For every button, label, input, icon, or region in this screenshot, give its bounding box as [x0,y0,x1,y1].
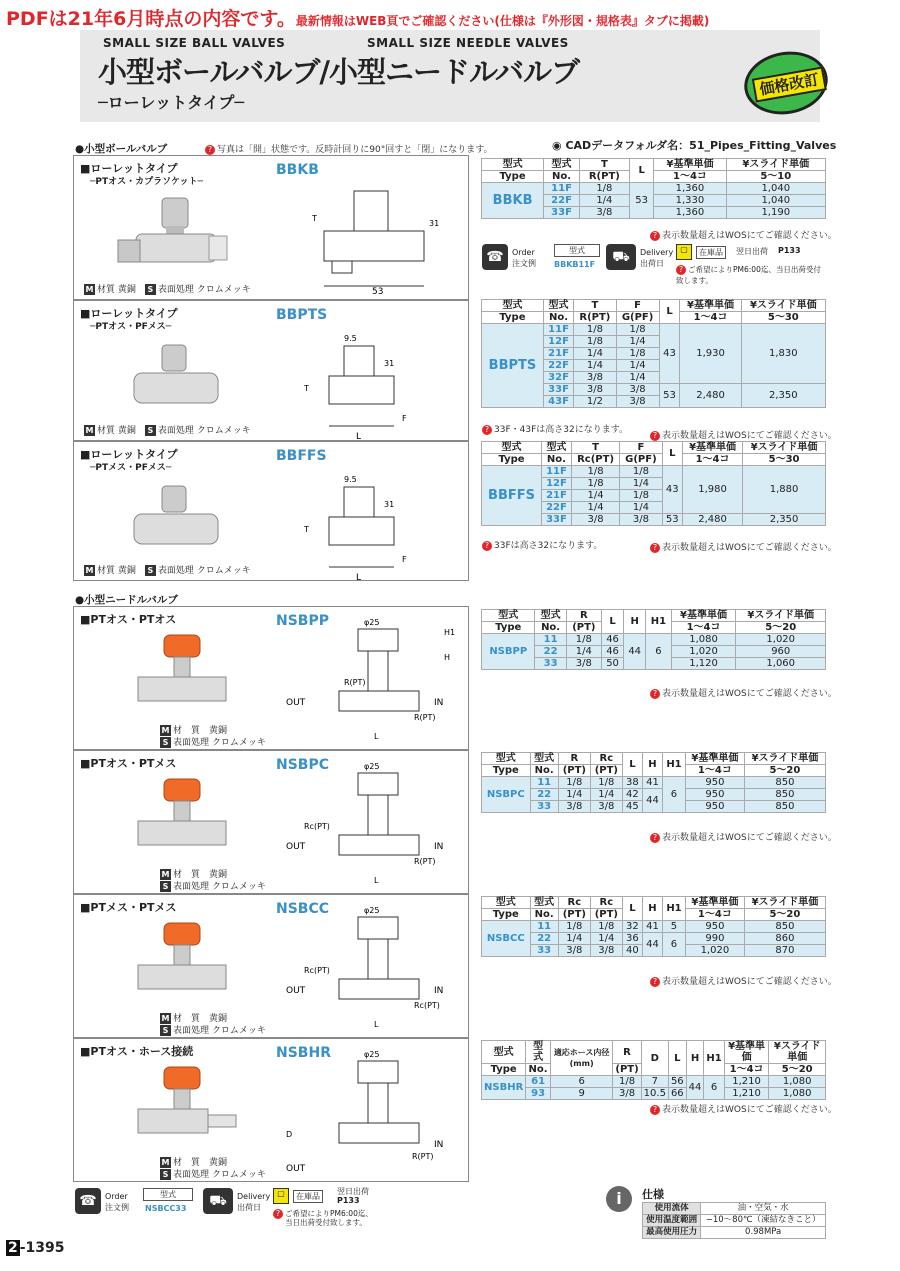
svg-text:OUT: OUT [286,1164,306,1174]
bbffs-drawing [284,472,464,582]
nsbpp-drawing [284,615,464,745]
material-block: M 材 質 黄銅 S 表面処理 クロムメッキ [161,1014,266,1036]
wos-note: ? 表示数量超えはWOSにてご確認ください。 [650,428,837,441]
material-line: M 材質 黄銅 S 表面処理 クロムメッキ [85,566,251,576]
table-nsbhr: 型式 型式 適応ホース内径(mm) R D L H H1 ¥基準単価 ¥スライド単価 Type No. (PT) 1～4コ 5～20 NSBHR 61 6 1/8 7 56 44 6 1,210 1,080 93 9 3/8 10.5 66 1,210 1,080 [481,1040,826,1100]
svg-text:Rc(PT): Rc(PT) [414,1001,440,1010]
top-banner [6,4,896,30]
product-name: ■PTメス・PTメス [80,901,177,914]
bbpts-drawing [284,331,464,441]
bbffs-note: ? 33Fは高さ32になります。 [482,538,602,551]
svg-text:IN: IN [434,698,444,708]
svg-text:31: 31 [384,359,395,368]
svg-text:φ25: φ25 [364,1050,380,1059]
product-name: ■PTオス・PTメス [80,757,177,770]
product-code: BBKB [276,162,319,178]
product-code: NSBPP [276,613,329,629]
svg-text:Rc(PT): Rc(PT) [304,822,330,831]
svg-text:F: F [402,414,407,423]
needle-section-title: ●小型ニードルバルブ [75,594,178,606]
product-code: BBPTS [276,307,328,323]
svg-text:T: T [304,384,309,393]
table-nsbpc: 型式 型式 R Rc L H H1 ¥基準単価 ¥スライド単価 Type No. (PT) (PT) 1～4コ 5～20 NSBPC 11 1/8 1/8 38 41 6 950 850 22 1/4 1/4 42 44 950 850 33 3/8 3/8 45 950 850 [481,752,826,813]
product-code: NSBCC [276,901,330,917]
order-example-2: ☎ Order 注文例 型式 NSBCC33 ⛟ Delivery 出荷日 ▢ 在庫品 翌日出荷 P133 ? ご希望によりPM6:00迄、 当日出荷受付致します。 [75,1186,395,1226]
svg-text:OUT: OUT [286,986,306,996]
svg-text:R(PT): R(PT) [344,678,366,687]
wos-note: ? 表示数量超えはWOSにてご確認ください。 [650,228,837,241]
svg-text:L: L [374,732,379,741]
badge-text: 価格改訂 [752,66,827,102]
nsbpc-drawing [284,759,464,889]
svg-text:31: 31 [429,219,440,228]
svg-text:53: 53 [372,287,384,296]
svg-text:OUT: OUT [286,842,306,852]
svg-text:9.5: 9.5 [344,475,357,484]
product-sub: ─PTオス・カプラソケット─ [90,177,203,187]
svg-text:T: T [304,525,309,534]
svg-text:φ25: φ25 [364,906,380,915]
svg-text:L: L [374,1020,379,1029]
svg-text:L: L [356,573,362,582]
wos-note: ? 表示数量超えはWOSにてご確認ください。 [650,686,837,699]
nsbcc-photo [124,919,239,1004]
ball-section-title: ●小型ボールバルブ [75,143,168,155]
phone-icon: ☎ [482,244,508,270]
material-block: M 材 質 黄銅 S 表面処理 クロムメッキ [161,1158,266,1180]
svg-text:IN: IN [434,842,444,852]
product-sub: ─PTメス・PFメス─ [90,463,172,473]
truck-icon: ⛟ [606,244,636,270]
bbpts-photo [114,341,229,426]
order-example-1: ☎ Order 注文例 型式 BBKB11F ⛟ Delivery 出荷日 ▢ 在庫品 翌日出荷 P133 ? ご希望によりPM6:00迄、当日出荷受付致します。 [482,242,827,276]
title-en-needle: SMALL SIZE NEEDLE VALVES [367,36,569,50]
product-name: ■PTオス・ホース接続 [80,1045,194,1058]
ball-open-note: ? 写真は「開」状態です。反時計回りに90°回すと「閉」になります。 [205,142,493,155]
svg-text:R(PT): R(PT) [412,1152,434,1161]
wos-note: ? 表示数量超えはWOSにてご確認ください。 [650,830,837,843]
table-bbkb: 型式 型式 T L ¥基準単価 ¥スライド単価 Type No. R(PT) 1～4コ 5～10 BBKB 11F 1/8 53 1,360 1,040 22F 1/4 1,330 1,040 33F 3/8 1,360 1,190 [481,158,826,219]
page-title: 小型ボールバルブ/小型ニードルバルブ [98,55,579,89]
svg-text:T: T [312,214,317,223]
product-name: ■ローレットタイプ [80,307,178,320]
product-code: BBFFS [276,448,327,464]
material-block: M 材 質 黄銅 S 表面処理 クロムメッキ [161,726,266,748]
phone-icon: ☎ [75,1188,101,1214]
box-icon: ▢ [273,1188,289,1204]
table-bbpts: 型式 型式 T F L ¥基準単価 ¥スライド単価 Type No. R(PT) G(PF) 1～4コ 5～30 BBPTS 11F 1/8 1/8 43 1,930 1,830 12F 1/8 1/4 21F 1/4 1/8 22F 1/4 1/4 32F 3/8 1/4 33F 3/8 3/8 53 2,480 2,350 43F 1/2 3/8 [481,299,826,408]
wos-note: ? 表示数量超えはWOSにてご確認ください。 [650,540,837,553]
wos-note: ? 表示数量超えはWOSにてご確認ください。 [650,974,837,987]
cad-icon: ◉ [552,139,566,152]
svg-text:L: L [356,432,362,441]
box-icon: ▢ [676,244,692,260]
bbpts-note: ? 33F・43Fは高さ32になります。 [482,422,628,435]
nsbcc-drawing [284,903,464,1033]
title-en-ball: SMALL SIZE BALL VALVES [103,36,286,50]
svg-text:F: F [402,555,407,564]
product-code: NSBPC [276,757,330,773]
info-icon: i [606,1186,632,1212]
product-name: ■PTオス・PTオス [80,613,177,626]
panel-bbffs [73,441,469,581]
note-icon: ? [205,145,215,155]
panel-nsbhr [73,1038,469,1182]
truck-icon: ⛟ [203,1188,233,1214]
material-line: M 材質 黄銅 S 表面処理 クロムメッキ [85,426,251,436]
svg-text:Rc(PT): Rc(PT) [304,966,330,975]
material-line: M 材質 黄銅 S 表面処理 クロムメッキ [85,285,251,295]
svg-text:R(PT): R(PT) [414,713,436,722]
product-sub: ─PTオス・PFメス─ [90,322,172,332]
page-number: 2 -1395 [8,1240,65,1256]
svg-text:OUT: OUT [286,698,306,708]
svg-text:φ25: φ25 [364,762,380,771]
spec-table: 使用流体 油・空気・水 使用温度範囲 −10〜80℃（凍結なきこと） 最高使用圧力 0.98MPa [642,1202,826,1239]
nsbpc-photo [124,775,239,860]
svg-text:L: L [374,876,379,885]
bbffs-photo [114,482,229,567]
wos-note: ? 表示数量超えはWOSにてご確認ください。 [650,1102,837,1115]
svg-text:H: H [444,653,451,662]
svg-text:IN: IN [434,986,444,996]
panel-bbkb [73,155,469,300]
page-subtitle: ─ローレットタイプ─ [98,93,244,112]
product-name: ■ローレットタイプ [80,162,178,175]
product-code: NSBHR [276,1045,331,1061]
panel-nsbcc [73,894,469,1038]
banner-main: PDFは21年6月時点の内容です。 [6,8,296,30]
material-block: M 材 質 黄銅 S 表面処理 クロムメッキ [161,870,266,892]
svg-text:31: 31 [384,500,395,509]
banner-note: 最新情報はWEB頁でご確認ください(仕様は『外形図・規格表』タブに掲載) [295,14,710,28]
nsbhr-photo [124,1063,239,1148]
svg-text:D: D [286,1130,293,1139]
svg-text:φ25: φ25 [364,618,380,627]
nsbpp-photo [124,631,239,716]
panel-nsbpp [73,606,469,750]
product-name: ■ローレットタイプ [80,448,178,461]
bbkb-photo [114,196,229,281]
table-nsbcc: 型式 型式 Rc Rc L H H1 ¥基準単価 ¥スライド単価 Type No. (PT) (PT) 1～4コ 5～20 NSBCC 11 1/8 1/8 32 41 5 950 850 22 1/4 1/4 36 44 6 990 860 33 3/8 3/8 40 1,020 870 [481,896,826,957]
panel-bbpts [73,300,469,441]
nsbhr-drawing [284,1047,464,1177]
svg-text:H1: H1 [444,628,456,637]
table-nsbpp: 型式 型式 R L H H1 ¥基準単価 ¥スライド単価 Type No. (PT) 1～4コ 5～20 NSBPP 11 1/8 46 44 6 1,080 1,020 22 1/4 46 1,020 960 33 3/8 50 1,120 1,060 [481,609,826,670]
svg-text:9.5: 9.5 [344,334,357,343]
cad-folder: ◉ CADデータフォルダ名：51_Pipes_Fitting_Valves [552,139,837,152]
bbkb-drawing [284,186,464,296]
svg-text:R(PT): R(PT) [414,857,436,866]
table-bbffs: 型式 型式 T F L ¥基準単価 ¥スライド単価 Type No. Rc(PT) G(PF) 1～4コ 5～30 BBFFS 11F 1/8 1/8 43 1,980 1,880 12F 1/8 1/4 21F 1/4 1/8 22F 1/4 1/4 33F 3/8 3/8 53 2,480 2,350 [481,441,826,526]
svg-text:IN: IN [434,1140,444,1150]
panel-nsbpc [73,750,469,894]
